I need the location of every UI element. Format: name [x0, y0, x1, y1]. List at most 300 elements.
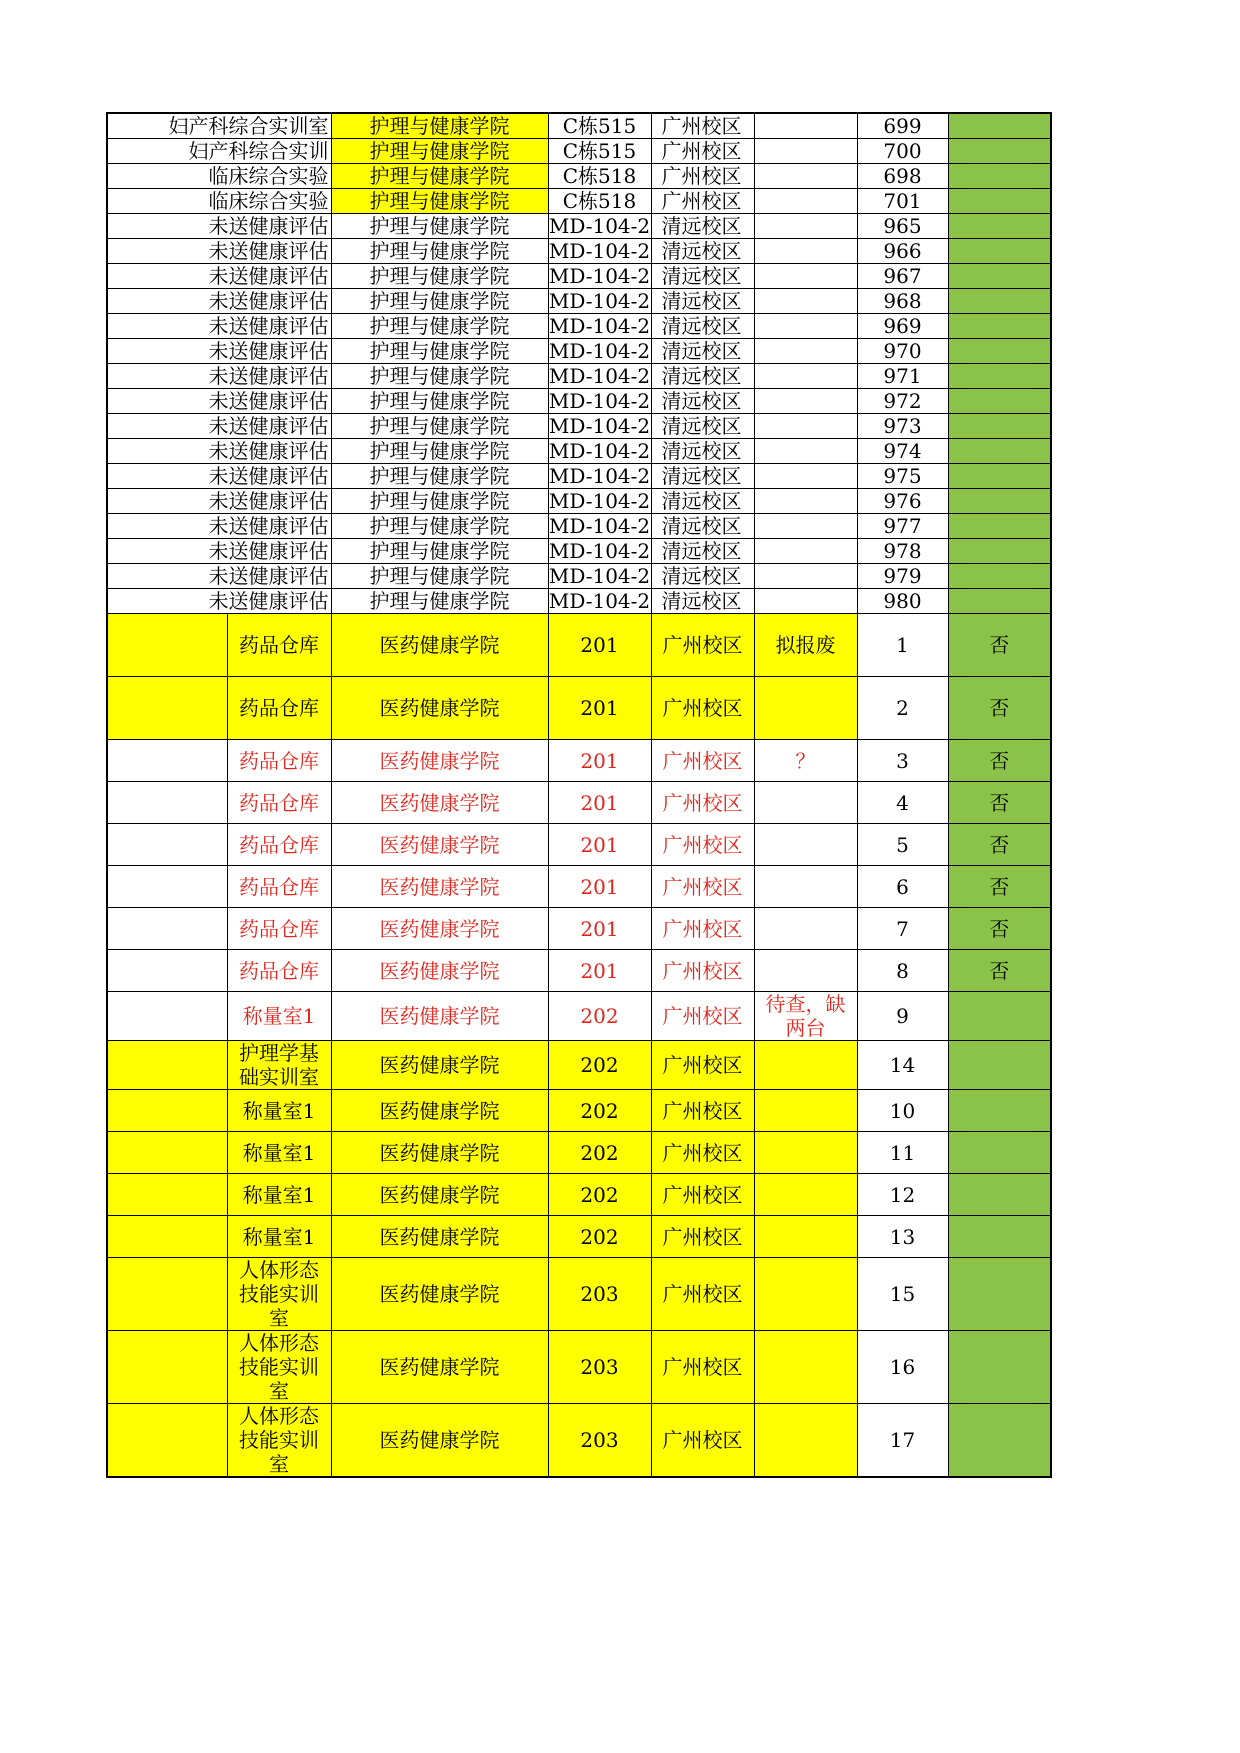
cell-flag[interactable]: [948, 339, 1051, 364]
cell-campus[interactable]: 广州校区: [651, 740, 754, 782]
table-row: [107, 139, 1051, 164]
cell-campus[interactable]: 广州校区: [651, 1174, 754, 1216]
cell-note[interactable]: [754, 314, 857, 339]
cell-flag[interactable]: [948, 1258, 1051, 1331]
cell-college[interactable]: 医药健康学院: [331, 614, 548, 677]
cell-number[interactable]: 969: [857, 314, 948, 339]
cell-flag[interactable]: [948, 1404, 1051, 1478]
cell-room[interactable]: 201: [548, 740, 651, 782]
cell-flag[interactable]: [948, 1174, 1051, 1216]
cell-room[interactable]: MD-104-2: [548, 389, 651, 413]
cell-flag[interactable]: [948, 514, 1051, 539]
cell-campus[interactable]: 广州校区: [651, 782, 754, 824]
cell-flag[interactable]: 否: [948, 908, 1051, 950]
cell-blank[interactable]: [107, 1174, 227, 1216]
cell-number[interactable]: 966: [857, 239, 948, 264]
cell-flag[interactable]: [948, 414, 1051, 439]
cell-campus[interactable]: 清远校区: [651, 239, 754, 264]
cell-room[interactable]: C栋518: [548, 164, 651, 189]
cell-flag[interactable]: [948, 439, 1051, 464]
cell-note[interactable]: [754, 364, 857, 389]
cell-number[interactable]: 3: [857, 740, 948, 782]
cell-flag[interactable]: [948, 1132, 1051, 1174]
cell-number[interactable]: 973: [857, 414, 948, 439]
cell-room[interactable]: 203: [548, 1404, 651, 1478]
cell-number[interactable]: 980: [857, 589, 948, 614]
cell-room[interactable]: 201: [548, 782, 651, 824]
cell-lab-name[interactable]: 未送健康评估: [107, 264, 331, 289]
cell-room[interactable]: 201: [548, 950, 651, 992]
cell-flag[interactable]: [948, 539, 1051, 564]
cell-note[interactable]: [754, 164, 857, 189]
cell-number[interactable]: 965: [857, 214, 948, 239]
cell-lab-name[interactable]: [227, 1041, 331, 1090]
cell-college[interactable]: 医药健康学院: [331, 677, 548, 740]
cell-room[interactable]: MD-104-2: [548, 414, 651, 438]
cell-flag[interactable]: [948, 464, 1051, 489]
cell-note[interactable]: [754, 264, 857, 289]
cell-blank[interactable]: [107, 782, 227, 824]
table-row: [107, 364, 1051, 389]
cell-flag[interactable]: [948, 289, 1051, 314]
cell-blank[interactable]: [107, 740, 227, 782]
cell-note[interactable]: [754, 289, 857, 314]
cell-note[interactable]: [754, 824, 857, 866]
cell-lab-name[interactable]: 未送健康评估: [107, 464, 331, 489]
cell-college[interactable]: 医药健康学院: [331, 908, 548, 950]
cell-college[interactable]: 医药健康学院: [331, 1331, 548, 1404]
table-row: [107, 1090, 1051, 1132]
cell-college[interactable]: 医药健康学院: [331, 824, 548, 866]
cell-flag[interactable]: 否: [948, 677, 1051, 740]
cell-campus[interactable]: 清远校区: [651, 289, 754, 314]
cell-lab-name[interactable]: 妇产科综合实训室: [107, 113, 331, 139]
cell-college[interactable]: 医药健康学院: [331, 1041, 548, 1090]
cell-lab-name[interactable]: [227, 740, 331, 782]
cell-lab-name[interactable]: 未送健康评估: [107, 539, 331, 564]
cell-number[interactable]: 970: [857, 339, 948, 364]
cell-campus[interactable]: 清远校区: [651, 414, 754, 439]
cell-college[interactable]: 护理与健康学院: [331, 414, 548, 439]
cell-note[interactable]: [754, 1258, 857, 1331]
cell-room[interactable]: MD-104-2: [548, 564, 651, 588]
cell-lab-name-text: 药品仓库: [239, 633, 319, 657]
table-row: [107, 589, 1051, 614]
cell-flag[interactable]: 否: [948, 866, 1051, 908]
cell-flag[interactable]: 否: [948, 824, 1051, 866]
cell-note[interactable]: [754, 239, 857, 264]
cell-campus[interactable]: 广州校区: [651, 1041, 754, 1090]
cell-room[interactable]: MD-104-2: [548, 289, 651, 313]
cell-flag[interactable]: [948, 1090, 1051, 1132]
cell-lab-name-text: 药品仓库: [239, 916, 319, 941]
cell-number[interactable]: 11: [857, 1132, 948, 1174]
cell-college[interactable]: 医药健康学院: [331, 1174, 548, 1216]
cell-college[interactable]: 医药健康学院: [331, 950, 548, 992]
cell-lab-name[interactable]: 未送健康评估: [107, 564, 331, 589]
cell-note[interactable]: [754, 339, 857, 364]
cell-lab-name[interactable]: [227, 950, 331, 992]
cell-note[interactable]: [754, 866, 857, 908]
cell-college[interactable]: 护理与健康学院: [331, 289, 548, 314]
cell-campus[interactable]: 广州校区: [651, 992, 754, 1041]
cell-college[interactable]: 护理与健康学院: [331, 539, 548, 564]
cell-lab-name[interactable]: [227, 677, 331, 740]
cell-lab-name[interactable]: 未送健康评估: [107, 364, 331, 389]
cell-college[interactable]: 护理与健康学院: [331, 314, 548, 339]
cell-college[interactable]: 医药健康学院: [331, 866, 548, 908]
cell-flag[interactable]: [948, 264, 1051, 289]
cell-room[interactable]: MD-104-2: [548, 489, 651, 513]
cell-room[interactable]: 203: [548, 1331, 651, 1404]
cell-room[interactable]: C栋515: [548, 139, 651, 164]
cell-flag[interactable]: [948, 389, 1051, 414]
cell-campus[interactable]: 广州校区: [651, 1132, 754, 1174]
cell-blank[interactable]: [107, 1041, 227, 1090]
cell-college[interactable]: 医药健康学院: [331, 782, 548, 824]
cell-room[interactable]: C栋515: [548, 113, 651, 139]
cell-campus[interactable]: 清远校区: [651, 464, 754, 489]
cell-flag[interactable]: 否: [948, 740, 1051, 782]
table-row: [107, 339, 1051, 364]
cell-blank[interactable]: [107, 1090, 227, 1132]
cell-blank[interactable]: [107, 992, 227, 1041]
cell-note[interactable]: [754, 489, 857, 514]
cell-note[interactable]: [754, 113, 857, 139]
cell-lab-name[interactable]: 未送健康评估: [107, 489, 331, 514]
cell-college[interactable]: 护理与健康学院: [331, 489, 548, 514]
cell-flag[interactable]: [948, 214, 1051, 239]
cell-note[interactable]: [754, 908, 857, 950]
cell-lab-name[interactable]: [227, 1258, 331, 1331]
cell-college[interactable]: 护理与健康学院: [331, 113, 548, 139]
cell-lab-name[interactable]: [227, 614, 331, 677]
cell-blank[interactable]: [107, 677, 227, 740]
cell-note[interactable]: [754, 1090, 857, 1132]
cell-note[interactable]: [754, 677, 857, 740]
cell-flag[interactable]: [948, 314, 1051, 339]
cell-flag[interactable]: [948, 164, 1051, 189]
cell-college[interactable]: 护理与健康学院: [331, 564, 548, 589]
cell-campus[interactable]: 广州校区: [651, 139, 754, 164]
cell-lab-name-text: 人体形态技能实训室: [239, 1331, 319, 1403]
cell-blank[interactable]: [107, 1404, 227, 1478]
cell-flag[interactable]: [948, 239, 1051, 264]
cell-number[interactable]: 701: [857, 189, 948, 214]
cell-campus[interactable]: 广州校区: [651, 164, 754, 189]
cell-number[interactable]: 6: [857, 866, 948, 908]
cell-room[interactable]: 201: [548, 677, 651, 740]
cell-college[interactable]: 护理与健康学院: [331, 139, 548, 164]
cell-number[interactable]: 699: [857, 113, 948, 139]
cell-note-text: 拟报废: [775, 633, 836, 657]
table-row: [107, 782, 1051, 824]
cell-room[interactable]: MD-104-2: [548, 214, 651, 238]
cell-blank[interactable]: [107, 1132, 227, 1174]
cell-blank[interactable]: [107, 908, 227, 950]
cell-room[interactable]: 201: [548, 614, 651, 677]
cell-lab-name[interactable]: [227, 1174, 331, 1216]
cell-campus[interactable]: 清远校区: [651, 214, 754, 239]
cell-number[interactable]: 4: [857, 782, 948, 824]
cell-note[interactable]: [754, 389, 857, 414]
table-row: [107, 1041, 1051, 1090]
cell-college[interactable]: 医药健康学院: [331, 1216, 548, 1258]
cell-number[interactable]: 698: [857, 164, 948, 189]
cell-lab-name[interactable]: [227, 1404, 331, 1478]
cell-number[interactable]: 14: [857, 1041, 948, 1090]
table-row: [107, 1216, 1051, 1258]
cell-college[interactable]: 护理与健康学院: [331, 214, 548, 239]
cell-blank[interactable]: [107, 1258, 227, 1331]
cell-number[interactable]: 2: [857, 677, 948, 740]
cell-number[interactable]: 16: [857, 1331, 948, 1404]
cell-note[interactable]: [754, 1404, 857, 1478]
cell-room[interactable]: 202: [548, 1041, 651, 1090]
cell-note[interactable]: [754, 439, 857, 464]
cell-lab-name[interactable]: [227, 1216, 331, 1258]
cell-flag[interactable]: 否: [948, 782, 1051, 824]
cell-number[interactable]: 10: [857, 1090, 948, 1132]
cell-note[interactable]: [754, 1216, 857, 1258]
table-row: [107, 489, 1051, 514]
cell-campus[interactable]: 清远校区: [651, 564, 754, 589]
cell-number[interactable]: 5: [857, 824, 948, 866]
cell-lab-name[interactable]: [227, 824, 331, 866]
cell-lab-name[interactable]: [227, 1090, 331, 1132]
cell-campus[interactable]: 广州校区: [651, 824, 754, 866]
cell-room[interactable]: MD-104-2: [548, 589, 651, 613]
cell-lab-name[interactable]: [227, 908, 331, 950]
cell-campus[interactable]: 广州校区: [651, 908, 754, 950]
cell-room[interactable]: 201: [548, 908, 651, 950]
cell-college[interactable]: 医药健康学院: [331, 1132, 548, 1174]
cell-flag[interactable]: 否: [948, 614, 1051, 677]
cell-note[interactable]: [754, 539, 857, 564]
cell-campus[interactable]: 清远校区: [651, 314, 754, 339]
cell-blank[interactable]: [107, 950, 227, 992]
cell-note[interactable]: [754, 214, 857, 239]
cell-number[interactable]: 972: [857, 389, 948, 414]
cell-room[interactable]: MD-104-2: [548, 514, 651, 538]
cell-room[interactable]: C栋518: [548, 189, 651, 214]
cell-flag[interactable]: [948, 139, 1051, 164]
cell-note[interactable]: [754, 464, 857, 489]
cell-lab-name[interactable]: 临床综合实验: [107, 164, 331, 189]
cell-room[interactable]: MD-104-2: [548, 239, 651, 263]
cell-note[interactable]: [754, 1132, 857, 1174]
cell-campus[interactable]: 广州校区: [651, 614, 754, 677]
cell-number[interactable]: 967: [857, 264, 948, 289]
cell-note[interactable]: [754, 564, 857, 589]
cell-campus[interactable]: 清远校区: [651, 514, 754, 539]
cell-campus[interactable]: 广州校区: [651, 1216, 754, 1258]
cell-number[interactable]: 1: [857, 614, 948, 677]
cell-campus[interactable]: 广州校区: [651, 866, 754, 908]
cell-lab-name[interactable]: [227, 866, 331, 908]
cell-campus[interactable]: 广州校区: [651, 1331, 754, 1404]
cell-lab-name[interactable]: 未送健康评估: [107, 389, 331, 414]
table-row: [107, 414, 1051, 439]
cell-note[interactable]: [754, 740, 857, 782]
table-row: [107, 289, 1051, 314]
cell-lab-name[interactable]: [227, 782, 331, 824]
cell-college[interactable]: 医药健康学院: [331, 992, 548, 1041]
cell-campus[interactable]: 广州校区: [651, 1258, 754, 1331]
cell-room[interactable]: MD-104-2: [548, 539, 651, 563]
cell-blank[interactable]: [107, 1331, 227, 1404]
cell-college[interactable]: 护理与健康学院: [331, 264, 548, 289]
cell-flag[interactable]: [948, 1216, 1051, 1258]
cell-college[interactable]: 护理与健康学院: [331, 239, 548, 264]
cell-lab-name-text: 药品仓库: [239, 696, 319, 720]
cell-campus[interactable]: 广州校区: [651, 189, 754, 214]
cell-room[interactable]: 202: [548, 1132, 651, 1174]
cell-room[interactable]: MD-104-2: [548, 264, 651, 288]
cell-note[interactable]: [754, 1041, 857, 1090]
cell-college[interactable]: 医药健康学院: [331, 1090, 548, 1132]
cell-campus[interactable]: 清远校区: [651, 439, 754, 464]
cell-blank[interactable]: [107, 866, 227, 908]
cell-note[interactable]: [754, 782, 857, 824]
cell-lab-name[interactable]: 未送健康评估: [107, 589, 331, 614]
cell-blank[interactable]: [107, 614, 227, 677]
cell-college[interactable]: 护理与健康学院: [331, 514, 548, 539]
cell-lab-name[interactable]: 妇产科综合实训: [107, 139, 331, 164]
cell-college[interactable]: 护理与健康学院: [331, 389, 548, 414]
cell-campus[interactable]: 广州校区: [651, 1090, 754, 1132]
cell-campus[interactable]: 广州校区: [651, 677, 754, 740]
cell-flag[interactable]: 否: [948, 950, 1051, 992]
cell-college[interactable]: 护理与健康学院: [331, 364, 548, 389]
cell-campus[interactable]: 广州校区: [651, 1404, 754, 1478]
cell-note[interactable]: [754, 950, 857, 992]
cell-room[interactable]: MD-104-2: [548, 464, 651, 488]
cell-college[interactable]: 护理与健康学院: [331, 164, 548, 189]
cell-flag[interactable]: [948, 1331, 1051, 1404]
cell-flag[interactable]: [948, 589, 1051, 614]
cell-number[interactable]: 975: [857, 464, 948, 489]
cell-number[interactable]: 15: [857, 1258, 948, 1331]
cell-note-text: ？: [795, 748, 816, 773]
cell-room[interactable]: MD-104-2: [548, 314, 651, 338]
cell-campus[interactable]: 清远校区: [651, 264, 754, 289]
cell-number[interactable]: 978: [857, 539, 948, 564]
cell-blank[interactable]: [107, 1216, 227, 1258]
cell-lab-name[interactable]: [227, 992, 331, 1041]
cell-note[interactable]: [754, 414, 857, 439]
cell-room[interactable]: 203: [548, 1258, 651, 1331]
cell-number[interactable]: 971: [857, 364, 948, 389]
cell-lab-name[interactable]: [227, 1132, 331, 1174]
cell-lab-name[interactable]: 未送健康评估: [107, 414, 331, 439]
cell-lab-name[interactable]: 未送健康评估: [107, 514, 331, 539]
table-row: [107, 950, 1051, 992]
cell-college[interactable]: 医药健康学院: [331, 740, 548, 782]
cell-blank[interactable]: [107, 824, 227, 866]
table-row: [107, 1132, 1051, 1174]
cell-note[interactable]: [754, 1331, 857, 1404]
cell-lab-name[interactable]: 未送健康评估: [107, 239, 331, 264]
table-row: [107, 564, 1051, 589]
cell-campus[interactable]: 清远校区: [651, 589, 754, 614]
cell-campus[interactable]: 清远校区: [651, 489, 754, 514]
cell-campus[interactable]: 广州校区: [651, 113, 754, 139]
cell-number[interactable]: 17: [857, 1404, 948, 1478]
cell-number[interactable]: 977: [857, 514, 948, 539]
cell-flag[interactable]: [948, 564, 1051, 589]
cell-room[interactable]: 201: [548, 866, 651, 908]
cell-flag[interactable]: [948, 992, 1051, 1041]
table-row: [107, 740, 1051, 782]
cell-college[interactable]: 护理与健康学院: [331, 439, 548, 464]
cell-lab-name[interactable]: 未送健康评估: [107, 214, 331, 239]
cell-lab-name-text: 称量室1: [242, 1098, 316, 1123]
cell-number[interactable]: 700: [857, 139, 948, 164]
cell-room[interactable]: 202: [548, 1174, 651, 1216]
cell-room[interactable]: 201: [548, 824, 651, 866]
cell-lab-name[interactable]: 临床综合实验: [107, 189, 331, 214]
cell-number[interactable]: 8: [857, 950, 948, 992]
cell-flag[interactable]: [948, 364, 1051, 389]
cell-flag[interactable]: [948, 489, 1051, 514]
cell-campus[interactable]: 清远校区: [651, 389, 754, 414]
cell-lab-name[interactable]: 未送健康评估: [107, 339, 331, 364]
cell-campus[interactable]: 清远校区: [651, 364, 754, 389]
cell-room[interactable]: MD-104-2: [548, 439, 651, 463]
cell-number[interactable]: 979: [857, 564, 948, 589]
cell-note[interactable]: [754, 589, 857, 614]
cell-number[interactable]: 13: [857, 1216, 948, 1258]
cell-note[interactable]: [754, 614, 857, 677]
cell-lab-name[interactable]: 未送健康评估: [107, 439, 331, 464]
cell-flag[interactable]: [948, 1041, 1051, 1090]
cell-flag[interactable]: [948, 113, 1051, 139]
cell-number[interactable]: 12: [857, 1174, 948, 1216]
cell-college[interactable]: 护理与健康学院: [331, 589, 548, 614]
cell-lab-name[interactable]: [227, 1331, 331, 1404]
cell-number[interactable]: 976: [857, 489, 948, 514]
cell-campus[interactable]: 清远校区: [651, 539, 754, 564]
cell-number[interactable]: 968: [857, 289, 948, 314]
cell-college[interactable]: 护理与健康学院: [331, 189, 548, 214]
table-row: [107, 464, 1051, 489]
cell-room[interactable]: MD-104-2: [548, 364, 651, 388]
cell-number[interactable]: 974: [857, 439, 948, 464]
cell-note[interactable]: [754, 1174, 857, 1216]
table-row: [107, 677, 1051, 740]
cell-college[interactable]: 医药健康学院: [331, 1404, 548, 1478]
cell-campus[interactable]: 清远校区: [651, 339, 754, 364]
cell-note[interactable]: [754, 992, 857, 1041]
cell-lab-name[interactable]: 未送健康评估: [107, 289, 331, 314]
cell-number[interactable]: 7: [857, 908, 948, 950]
cell-college[interactable]: 护理与健康学院: [331, 464, 548, 489]
cell-room[interactable]: MD-104-2: [548, 339, 651, 363]
cell-room[interactable]: 202: [548, 1216, 651, 1258]
cell-note[interactable]: [754, 139, 857, 164]
cell-flag[interactable]: [948, 189, 1051, 214]
cell-campus[interactable]: 广州校区: [651, 950, 754, 992]
cell-lab-name[interactable]: 未送健康评估: [107, 314, 331, 339]
cell-college[interactable]: 医药健康学院: [331, 1258, 548, 1331]
cell-room[interactable]: 202: [548, 992, 651, 1041]
cell-note[interactable]: [754, 514, 857, 539]
cell-college[interactable]: 护理与健康学院: [331, 339, 548, 364]
cell-number[interactable]: 9: [857, 992, 948, 1041]
cell-note[interactable]: [754, 189, 857, 214]
cell-room[interactable]: 202: [548, 1090, 651, 1132]
